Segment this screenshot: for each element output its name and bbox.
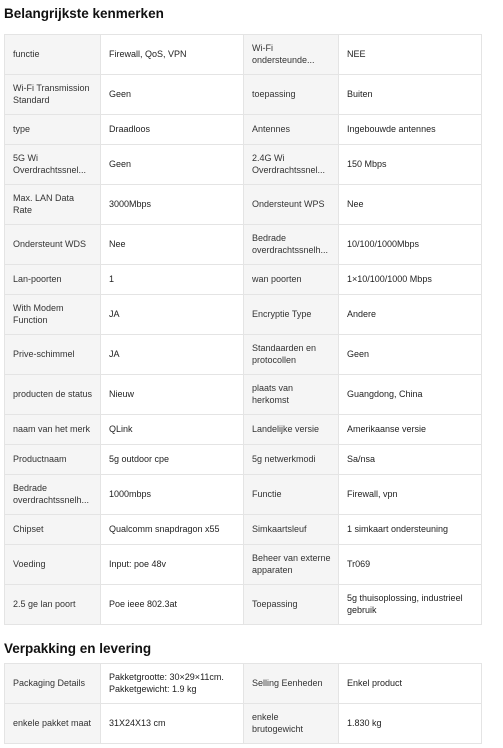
spec-value-text: Qualcomm snapdragon x55 xyxy=(109,523,220,534)
spec-value xyxy=(101,75,244,115)
spec-value xyxy=(101,585,244,625)
spec-label xyxy=(244,295,339,335)
spec-label xyxy=(5,375,101,415)
spec-value-text: Nee xyxy=(109,238,126,249)
spec-label xyxy=(244,515,339,545)
spec-label xyxy=(244,664,339,704)
spec-value xyxy=(339,265,482,295)
spec-label-text: Ondersteunt WPS xyxy=(252,198,325,209)
spec-label xyxy=(5,415,101,445)
spec-value xyxy=(101,704,244,744)
spec-label xyxy=(244,375,339,415)
spec-value xyxy=(101,145,244,185)
spec-value-text: Firewall, QoS, VPN xyxy=(109,48,187,59)
spec-value xyxy=(101,335,244,375)
packaging-table xyxy=(4,663,482,744)
spec-label-text: Landelijke versie xyxy=(252,423,320,434)
packaging-table-body xyxy=(5,664,482,744)
spec-value xyxy=(101,265,244,295)
spec-label-text: Beheer van externe apparaten xyxy=(252,553,331,575)
table-row xyxy=(5,145,482,185)
spec-value xyxy=(339,295,482,335)
spec-label-text: type xyxy=(13,123,31,134)
spec-value-text: Amerikaanse versie xyxy=(347,423,427,434)
spec-value xyxy=(101,375,244,415)
spec-label xyxy=(244,585,339,625)
table-row xyxy=(5,445,482,475)
table-row xyxy=(5,545,482,585)
spec-value xyxy=(339,515,482,545)
spec-value-text: Tr069 xyxy=(347,558,371,569)
spec-value xyxy=(101,415,244,445)
spec-label xyxy=(5,664,101,704)
table-row xyxy=(5,35,482,75)
table-row xyxy=(5,375,482,415)
spec-label-text: Toepassing xyxy=(252,598,298,609)
spec-label-text: enkele brutogewicht xyxy=(252,712,304,734)
spec-label-text: 5G Wi Overdrachtssnel... xyxy=(13,153,87,175)
spec-value-text: 1000mbps xyxy=(109,488,152,499)
spec-value xyxy=(339,475,482,515)
spec-label xyxy=(244,75,339,115)
spec-label-text: 2.4G Wi Overdrachtssnel... xyxy=(252,153,326,175)
spec-value-text: Poe ieee 802.3at xyxy=(109,598,178,609)
spec-value-text: Andere xyxy=(347,308,377,319)
table-row xyxy=(5,664,482,704)
spec-label xyxy=(244,475,339,515)
spec-value xyxy=(339,545,482,585)
spec-value xyxy=(339,225,482,265)
spec-value-text: NEE xyxy=(347,48,366,59)
spec-value xyxy=(101,664,244,704)
spec-label xyxy=(244,335,339,375)
spec-value-text: Sa/nsa xyxy=(347,453,376,464)
spec-label xyxy=(5,475,101,515)
spec-label xyxy=(244,704,339,744)
table-row xyxy=(5,265,482,295)
spec-label xyxy=(5,295,101,335)
spec-value xyxy=(339,35,482,75)
spec-label-text: Antennes xyxy=(252,123,291,134)
table-row xyxy=(5,225,482,265)
spec-value-text: 31X24X13 cm xyxy=(109,717,166,728)
spec-label-text: producten de status xyxy=(13,388,93,399)
spec-label xyxy=(5,545,101,585)
section-title-key-features: Belangrijkste kenmerken xyxy=(4,6,164,21)
spec-label-text: plaats van herkomst xyxy=(252,383,294,405)
spec-label xyxy=(5,75,101,115)
spec-label-text: Functie xyxy=(252,488,282,499)
spec-label xyxy=(5,704,101,744)
spec-value xyxy=(339,145,482,185)
spec-label xyxy=(244,35,339,75)
spec-value-text: Ingebouwde antennes xyxy=(347,123,436,134)
spec-value-text: Geen xyxy=(109,88,132,99)
spec-label xyxy=(5,115,101,145)
spec-value-text: Input: poe 48v xyxy=(109,558,167,569)
spec-value-text: Nee xyxy=(347,198,364,209)
spec-label xyxy=(244,545,339,585)
spec-label-text: Wi-Fi Transmission Standard xyxy=(13,83,90,105)
spec-label-text: Packaging Details xyxy=(13,677,86,688)
spec-label xyxy=(5,585,101,625)
spec-value xyxy=(339,415,482,445)
spec-label-text: Max. LAN Data Rate xyxy=(13,193,75,215)
spec-label-text: naam van het merk xyxy=(13,423,91,434)
spec-value xyxy=(339,704,482,744)
spec-label-text: enkele pakket maat xyxy=(13,717,92,728)
spec-value xyxy=(339,445,482,475)
table-row xyxy=(5,415,482,445)
spec-label-text: Standaarden en protocollen xyxy=(252,343,317,365)
table-row xyxy=(5,475,482,515)
spec-value-text: Geen xyxy=(347,348,370,359)
spec-value xyxy=(101,225,244,265)
spec-label xyxy=(5,265,101,295)
key-features-table xyxy=(4,34,482,625)
spec-value-text: 1.830 kg xyxy=(347,717,382,728)
spec-label-text: Productnaam xyxy=(13,453,67,464)
table-row xyxy=(5,335,482,375)
spec-value-text: JA xyxy=(109,308,120,319)
spec-label xyxy=(5,35,101,75)
spec-value xyxy=(339,335,482,375)
spec-label-text: Chipset xyxy=(13,523,44,534)
spec-label-text: Bedrade overdrachtssnelh... xyxy=(13,483,90,505)
table-row xyxy=(5,115,482,145)
spec-label xyxy=(5,145,101,185)
spec-label xyxy=(5,445,101,475)
spec-label xyxy=(5,225,101,265)
spec-value-text: 10/100/1000Mbps xyxy=(347,238,420,249)
spec-value-text: 1 xyxy=(109,273,115,284)
spec-value xyxy=(101,35,244,75)
spec-label xyxy=(244,185,339,225)
spec-value xyxy=(339,115,482,145)
spec-value-text: 5g outdoor cpe xyxy=(109,453,170,464)
spec-value xyxy=(101,185,244,225)
spec-value-text: Enkel product xyxy=(347,677,403,688)
spec-value-text: 1×10/100/1000 Mbps xyxy=(347,273,432,284)
spec-label xyxy=(244,115,339,145)
table-row xyxy=(5,295,482,335)
spec-value-text: Nieuw xyxy=(109,388,135,399)
key-features-table-body xyxy=(5,35,482,625)
spec-value-text: 150 Mbps xyxy=(347,158,387,169)
spec-value xyxy=(339,664,482,704)
spec-label xyxy=(244,145,339,185)
table-row xyxy=(5,185,482,225)
spec-label xyxy=(5,335,101,375)
spec-value xyxy=(101,445,244,475)
spec-label-text: wan poorten xyxy=(252,273,302,284)
spec-label-text: 2.5 ge lan poort xyxy=(13,598,76,609)
spec-label-text: 5g netwerkmodi xyxy=(252,453,316,464)
spec-value-text: QLink xyxy=(109,423,133,434)
spec-value xyxy=(339,75,482,115)
spec-label xyxy=(244,445,339,475)
spec-label-text: Ondersteunt WDS xyxy=(13,238,87,249)
spec-value xyxy=(101,545,244,585)
spec-label-text: Encryptie Type xyxy=(252,308,312,319)
spec-value xyxy=(339,185,482,225)
spec-value xyxy=(101,515,244,545)
spec-label xyxy=(244,225,339,265)
section-title-packaging: Verpakking en levering xyxy=(4,641,152,656)
spec-value xyxy=(101,475,244,515)
table-row xyxy=(5,75,482,115)
spec-label-text: toepassing xyxy=(252,88,296,99)
table-row xyxy=(5,515,482,545)
spec-label-text: Voeding xyxy=(13,558,46,569)
spec-label-text: With Modem Function xyxy=(13,303,64,325)
spec-value xyxy=(101,295,244,335)
spec-label-text: Simkaartsleuf xyxy=(252,523,307,534)
spec-label-text: Lan-poorten xyxy=(13,273,62,284)
spec-label xyxy=(5,185,101,225)
spec-value-text: Firewall, vpn xyxy=(347,488,398,499)
spec-value-text: Draadloos xyxy=(109,123,151,134)
spec-value-text: 5g thuisoplossing, industrieel gebruik xyxy=(347,593,463,615)
spec-label xyxy=(244,415,339,445)
spec-value-text: Buiten xyxy=(347,88,373,99)
spec-value-text: Pakketgrootte: 30×29×11cm. Pakketgewicht: 1.9 kg xyxy=(109,672,224,694)
spec-label-text: functie xyxy=(13,48,40,59)
spec-value-text: JA xyxy=(109,348,120,359)
spec-value-text: Guangdong, China xyxy=(347,388,423,399)
spec-value xyxy=(339,585,482,625)
spec-value-text: 3000Mbps xyxy=(109,198,152,209)
spec-value-text: 1 simkaart ondersteuning xyxy=(347,523,449,534)
spec-label xyxy=(244,265,339,295)
spec-label xyxy=(5,515,101,545)
spec-label-text: Bedrade overdrachtssnelh... xyxy=(252,233,329,255)
spec-label-text: Selling Eenheden xyxy=(252,677,323,688)
table-row xyxy=(5,585,482,625)
spec-value xyxy=(339,375,482,415)
table-row xyxy=(5,704,482,744)
spec-value xyxy=(101,115,244,145)
spec-label-text: Prive-schimmel xyxy=(13,348,75,359)
spec-value-text: Geen xyxy=(109,158,132,169)
spec-label-text: Wi-Fi ondersteunde... xyxy=(252,43,315,65)
